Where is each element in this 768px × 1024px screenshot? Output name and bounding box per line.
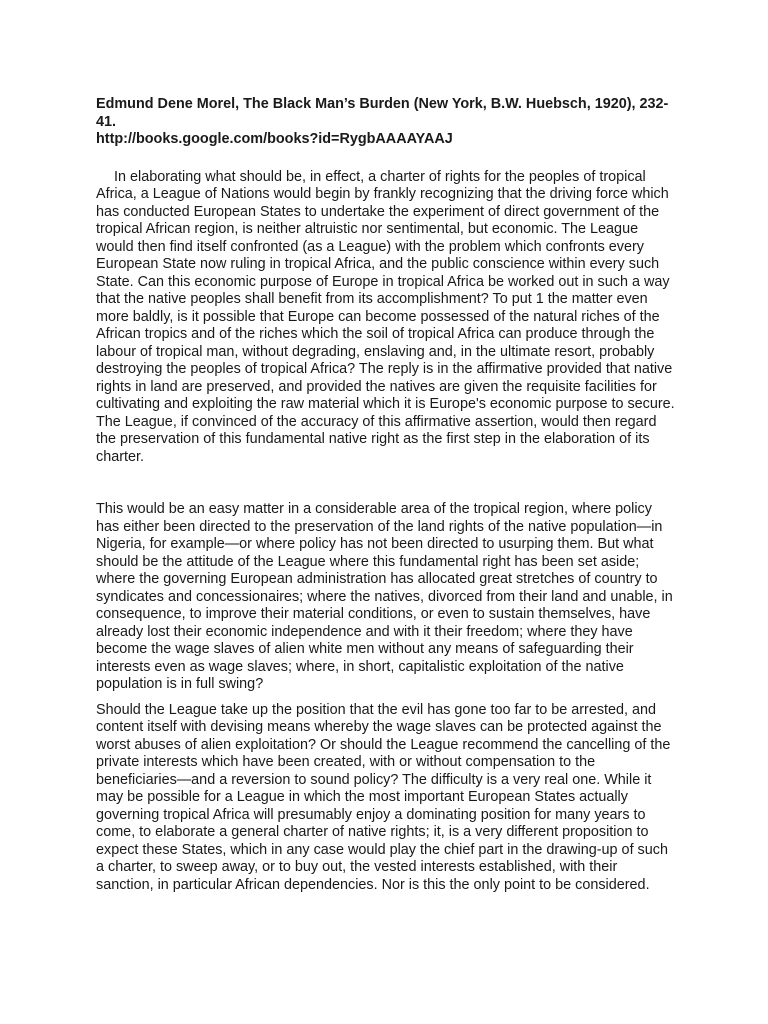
citation-heading: [96, 96, 676, 149]
paragraph-1: In elaborating what should be, in effect, a charter of rights for the peoples of tropical Africa, a League of Nations would begin by frankly recognizing that the driving force which has conducted European States to undertake the experiment of direct government of the tropical African region, is neither altruistic nor sentimental, but economic. The League would then find itself confronted (as a League) with the problem which confronts every European State now ruling in tropical Africa, and the public conscience within every such State. Can this economic purpose of Europe in tropical Africa be worked out in such a way that the native peoples shall benefit from its accomplishment? To put 1 the matter even more baldly, is it possible that Europe can become possessed of the natural riches of the African tropics and of the riches which the soil of tropical Africa can produce through the labour of tropical man, without degrading, enslaving and, in the ultimate resort, probably destroying the peoples of tropical Africa? The reply is in the affirmative provided that native rights in land are preserved, and provided the natives are given the requisite facilities for cultivating and exploiting the raw material which it is Europe's economic purpose to secure. The League, if convinced of the accuracy of this affirmative assertion, would then regard the preservation of this fundamental native right as the first step in the elaboration of its charter.: [96, 168, 675, 465]
paragraph-2: This would be an easy matter in a considerable area of the tropical region, where policy has either been directed to the preservation of the land rights of the native population—in Nigeria, for example—or where policy has not been directed to usurping them. But what should be the attitude of the League where this fundamental right has been set aside; where the governing European administration has allocated great stretches of country to syndicates and concessionaires; where the natives, divorced from their land and unable, in consequence, to improve their material conditions, or even to sustain themselves, have already lost their economic independence and with it their freedom; where they have become the wage slaves of alien white men without any means of safeguarding their interests even as wage slaves; where, in short, capitalistic exploitation of the native population is in full swing?: [96, 501, 673, 692]
document-page: [96, 96, 676, 894]
paragraph-3: Should the League take up the position that the evil has gone too far to be arrested, and content itself with devising means whereby the wage slaves can be protected against the worst abuses of alien exploitation? Or should the League recommend the cancelling of the private interests which have been created, with or without compensation to the beneficiaries—and a reversion to sound policy? The difficulty is a very real one. While it may be possible for a League in which the most important European States actually governing tropical Africa will presumably enjoy a dominating position for many years to come, to elaborate a general charter of native rights; it, is a very different proposition to expect these States, which in any case would play the chief part in the drawing-up of such a charter, to sweep away, or to buy out, the vested interests established, with their sanction, in particular African dependencies. Nor is this the only point to be considered.: [96, 701, 671, 893]
citation-text: Edmund Dene Morel, The Black Man’s Burden (New York, B.W. Huebsch, 1920), 232-41.: [96, 96, 669, 130]
citation-url[interactable]: http://books.google.com/books?id=RygbAAAAYAAJ: [96, 131, 453, 147]
